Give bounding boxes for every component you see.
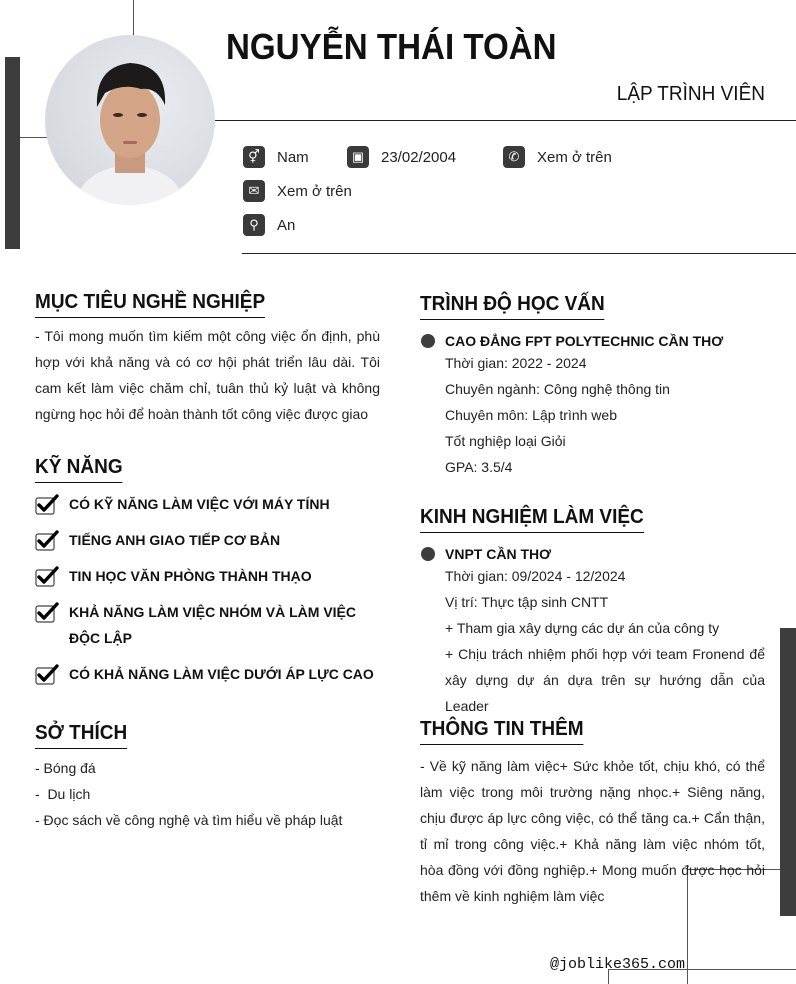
skills-title: KỸ NĂNG (35, 456, 123, 483)
skill-label: KHẢ NĂNG LÀM VIỆC NHÓM VÀ LÀM VIỆC ĐỘC LẬP (69, 604, 356, 646)
contact-birthday (347, 146, 456, 168)
contact-phone-value[interactable]: Xem ở trên (537, 148, 612, 166)
education-line: Thời gian: 2022 - 2024 (445, 355, 587, 371)
checkbox-checked-icon (35, 493, 59, 515)
contact-email-value[interactable]: Xem ở trên (277, 182, 352, 200)
header-divider (215, 120, 796, 121)
location-icon: ⚲ (243, 214, 265, 236)
top-vertical-line (133, 0, 134, 36)
skill-label: CÓ KHẢ NĂNG LÀM VIỆC DƯỚI ÁP LỰC CAO (69, 666, 374, 682)
contact-email (243, 180, 352, 202)
contact-gender-value: Nam (277, 148, 309, 166)
avatar (45, 35, 215, 205)
education-line: Chuyên môn: Lập trình web (445, 407, 617, 423)
phone-icon: ✆ (503, 146, 525, 168)
experience-section (420, 506, 765, 719)
skill-item (35, 661, 380, 687)
hobbies-title: SỞ THÍCH (35, 722, 127, 749)
hobby-item: - Đọc sách về công nghệ và tìm hiểu về pháp luật (35, 812, 343, 828)
contact-gender (243, 146, 309, 168)
contact-phone (503, 146, 612, 168)
left-horizontal-line (20, 137, 48, 138)
skill-item (35, 563, 380, 589)
calendar-icon: ▣ (347, 146, 369, 168)
watermark: @joblike365.com (550, 956, 686, 973)
bullet-icon (421, 334, 435, 348)
experience-title: KINH NGHIỆM LÀM VIỆC (420, 506, 644, 533)
extra-title: THÔNG TIN THÊM (420, 718, 584, 745)
extra-section (420, 718, 765, 909)
objective-text: - Tôi mong muốn tìm kiếm một công việc ổn định, phù hợp với khả năng và có cơ hội phát triển lâu dài. Tôi cam kết làm việc chăm chỉ, tuân thủ kỷ luật và không ngừng học hỏi để hoàn thành tốt công việc được giao (35, 328, 380, 422)
gender-icon: ⚥ (243, 146, 265, 168)
left-accent-bar (5, 57, 20, 249)
email-icon: ✉ (243, 180, 265, 202)
skill-label: TIẾNG ANH GIAO TIẾP CƠ BẢN (69, 532, 281, 548)
hobby-item: - Bóng đá (35, 760, 96, 776)
checkbox-checked-icon (35, 565, 59, 587)
contact-address (243, 214, 295, 236)
experience-line: Thời gian: 09/2024 - 12/2024 (445, 568, 626, 584)
education-section (420, 293, 765, 480)
bullet-icon (421, 547, 435, 561)
right-accent-bar (780, 628, 796, 916)
avatar-photo (45, 35, 215, 205)
education-title: TRÌNH ĐỘ HỌC VẤN (420, 293, 605, 320)
experience-line: + Tham gia xây dựng các dự án của công ty (445, 620, 720, 636)
education-line: Chuyên ngành: Công nghệ thông tin (445, 381, 670, 397)
education-line: Tốt nghiệp loại Giỏi (445, 433, 566, 449)
checkbox-checked-icon (35, 663, 59, 685)
hobby-item: - Du lịch (35, 786, 91, 802)
checkbox-checked-icon (35, 529, 59, 551)
contact-address-value: An (277, 216, 296, 234)
objective-section (35, 291, 380, 427)
company-name: VNPT CẦN THƠ (445, 546, 552, 562)
skills-list (35, 491, 380, 687)
skill-item (35, 599, 380, 651)
skill-item (35, 527, 380, 553)
candidate-name: NGUYỄN THÁI TOÀN (226, 26, 557, 67)
experience-line: Vị trí: Thực tập sinh CNTT (445, 594, 609, 610)
contact-divider (242, 253, 796, 254)
experience-line: + Chịu trách nhiệm phối hợp với team Fronend để xây dựng dự án dựa trên sự hướng dẫn của Leader (445, 646, 765, 714)
hobbies-section (35, 722, 380, 833)
objective-title: MỤC TIÊU NGHỀ NGHIỆP (35, 291, 265, 318)
skill-item (35, 491, 380, 517)
checkbox-checked-icon (35, 601, 59, 623)
skill-label: TIN HỌC VĂN PHÒNG THÀNH THẠO (69, 568, 312, 584)
skill-label: CÓ KỸ NĂNG LÀM VIỆC VỚI MÁY TÍNH (69, 496, 330, 512)
extra-text: - Về kỹ năng làm việc+ Sức khỏe tốt, chịu khó, có thể làm việc trong môi trường nặng nhọc.+ Siêng năng, chịu được áp lực công việc, có thể tăng ca.+ Cẩn thận, tỉ mỉ trong công việc.+ Khả năng làm việc nhóm tốt, hòa đồng với đồng nghiệp.+ Mong muốn được học hỏi thêm về kinh nghiệm làm việc (420, 758, 765, 904)
education-line: GPA: 3.5/4 (445, 459, 513, 475)
skills-section (35, 456, 380, 697)
school-name: CAO ĐẲNG FPT POLYTECHNIC CẦN THƠ (445, 333, 724, 349)
job-title: LẬP TRÌNH VIÊN (616, 83, 765, 105)
contact-birthday-value: 23/02/2004 (381, 148, 457, 166)
